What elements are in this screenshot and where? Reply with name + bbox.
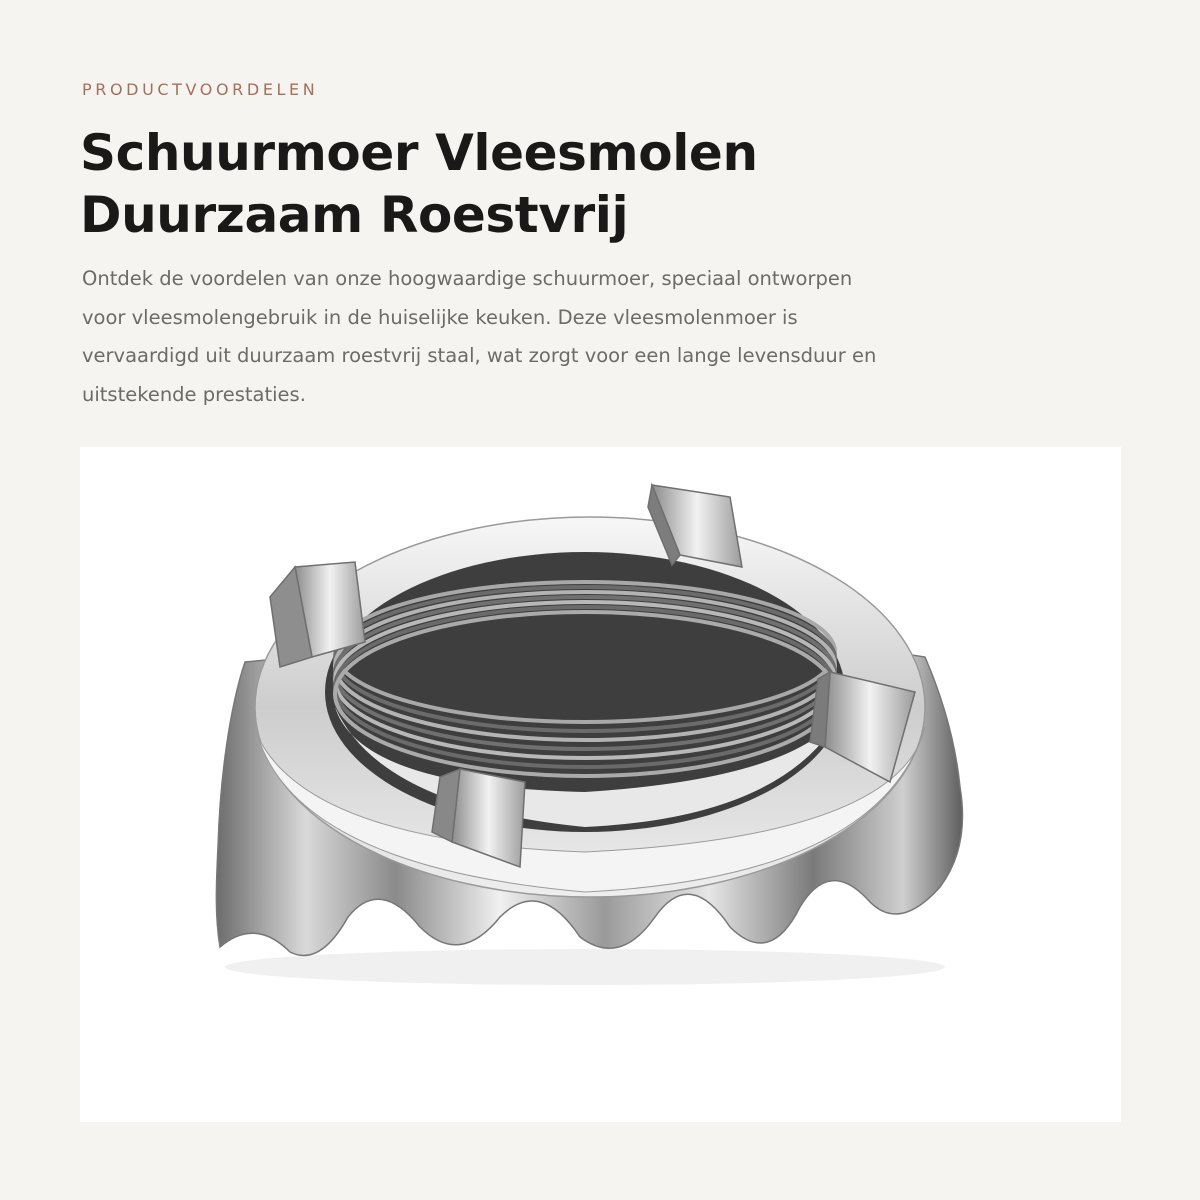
description-line-4: uitstekende prestaties. xyxy=(82,382,306,406)
description-line-1: Ontdek de voordelen van onze hoogwaardige schuurmoer, speciaal ontworpen xyxy=(82,267,853,290)
section-eyebrow: PRODUCTVOORDELEN xyxy=(82,80,319,99)
product-description xyxy=(82,260,1082,414)
description-line-3: vervaardigd uit duurzaam roestvrij staal, wat zorgt voor een lange levensduur en xyxy=(82,344,877,367)
description-line-2: voor vleesmolengebruik in de huiselijke keuken. Deze vleesmolenmoer is xyxy=(82,305,798,329)
page-title xyxy=(80,122,758,246)
page-title-line-2: Duurzaam Roestvrij xyxy=(80,186,629,244)
grinder-ring-nut-icon xyxy=(80,447,1121,1122)
product-photo-card xyxy=(80,447,1121,1122)
page-title-line-1: Schuurmoer Vleesmolen xyxy=(80,124,758,182)
